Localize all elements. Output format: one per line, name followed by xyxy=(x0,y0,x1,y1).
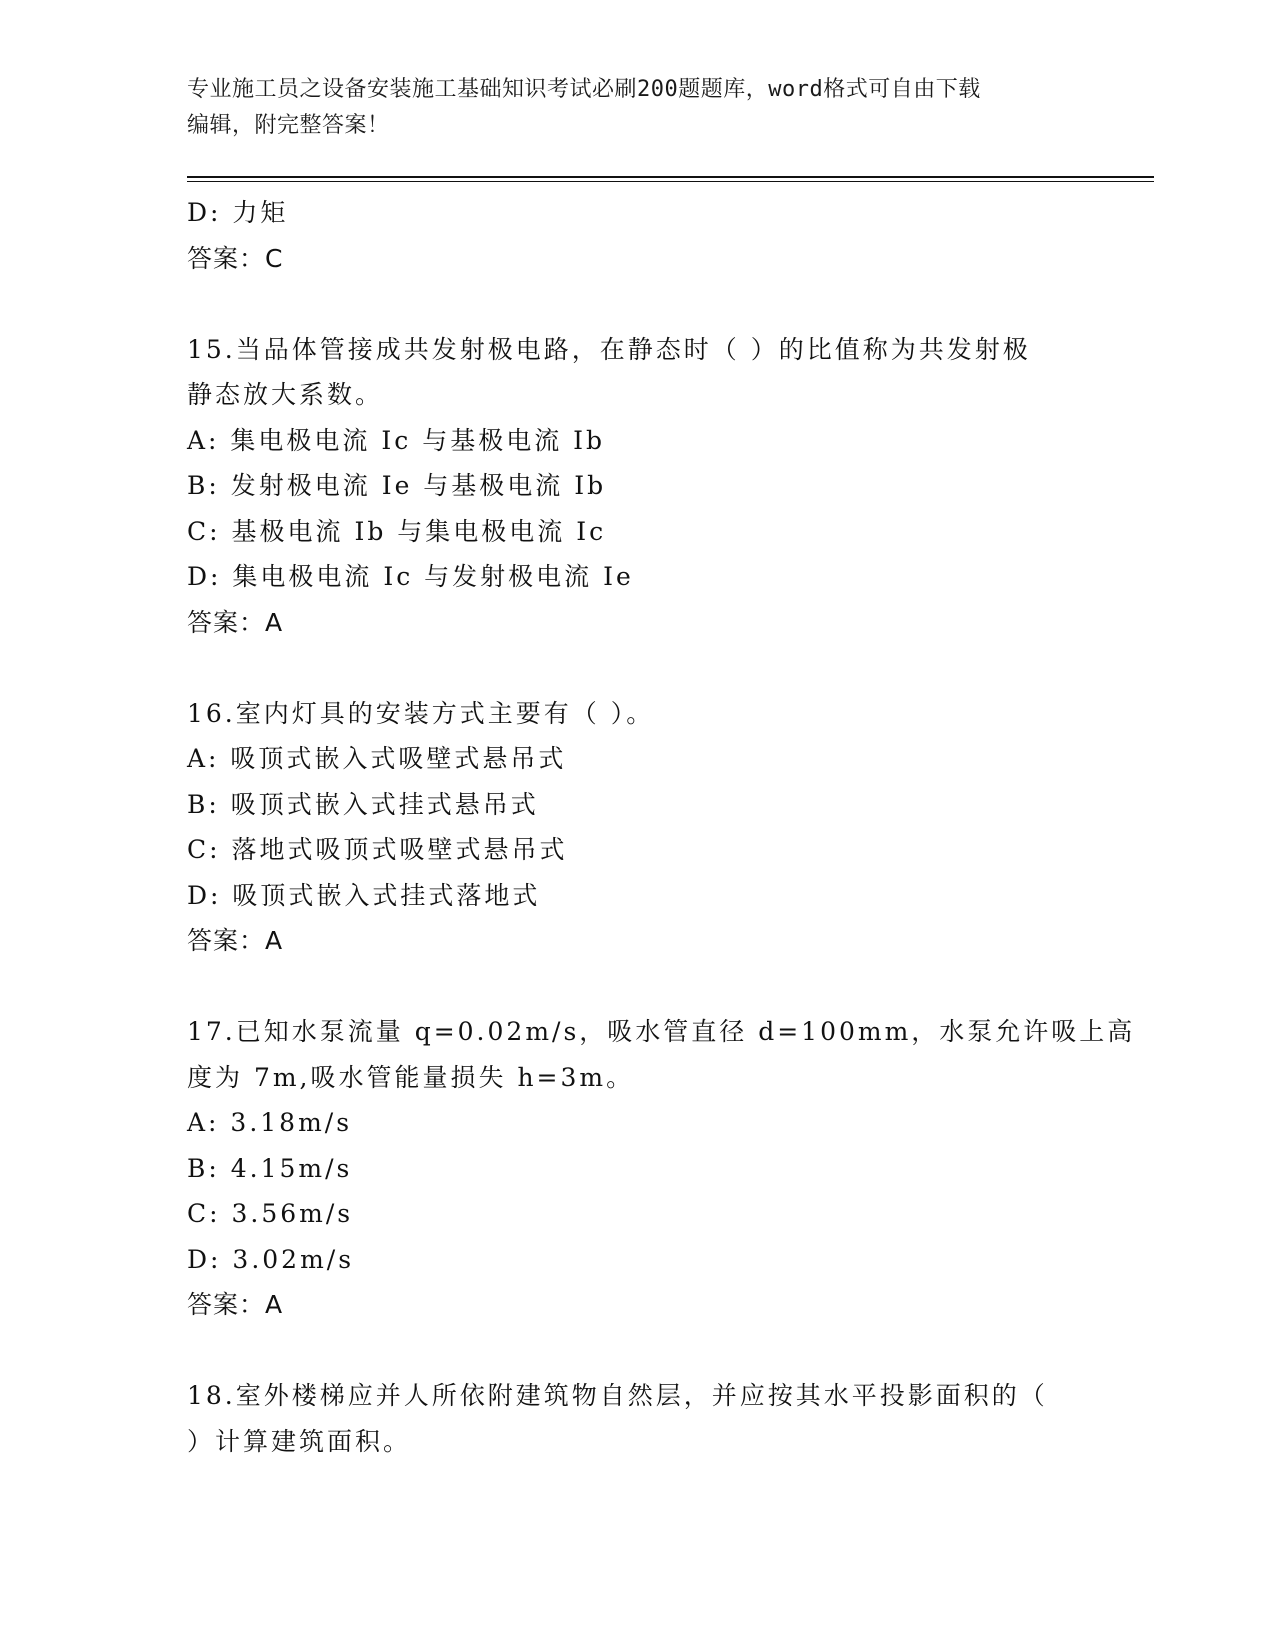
option-d: D: 集电极电流 Ic 与发射极电流 Ie xyxy=(187,562,634,591)
question-stem-line: 18.室外楼梯应并人所依附建筑物自然层，并应按其水平投影面积的（ xyxy=(187,1381,1048,1410)
question-stem-line: ）计算建筑面积。 xyxy=(187,1426,412,1456)
option-b: B: 4.15m/s xyxy=(187,1153,353,1183)
option-c: C: 落地式吸顶式吸壁式悬吊式 xyxy=(187,835,568,864)
question-list xyxy=(187,190,1136,1464)
question-stem-line: 16.室内灯具的安装方式主要有（ ）。 xyxy=(187,698,655,728)
page-header xyxy=(187,72,1067,144)
option-c: C: 3.56m/s xyxy=(187,1199,354,1228)
option-d: D: 3.02m/s xyxy=(187,1244,355,1274)
question-stem-line: 15.当品体管接成共发射极电路，在静态时（ ）的比值称为共发射极 xyxy=(187,334,1031,364)
option-a: A: 集电极电流 Ic 与基极电流 Ib xyxy=(187,425,606,455)
option-a: A: 3.18m/s xyxy=(187,1108,353,1137)
question-stem-line: 17.已知水泵流量 q=0.02m/s，吸水管直径 d=100mm，水泵允许吸上高 xyxy=(187,1017,1136,1046)
option-b: B: 发射极电流 Ie 与基极电流 Ib xyxy=(187,471,607,500)
question-18 xyxy=(187,1373,1067,1464)
header-rule-thin xyxy=(187,181,1154,182)
answer-line: 答案：A xyxy=(187,926,284,955)
question-15 xyxy=(187,327,1067,646)
prev-option-d: D: 力矩 xyxy=(187,198,289,227)
header-line-2: 编辑，附完整答案！ xyxy=(187,113,390,138)
option-c: C: 基极电流 Ib 与集电极电流 Ic xyxy=(187,516,607,546)
answer-line: 答案：A xyxy=(187,1290,284,1319)
option-b: B: 吸顶式嵌入式挂式悬吊式 xyxy=(187,789,539,819)
option-d: D: 吸顶式嵌入式挂式落地式 xyxy=(187,880,541,910)
question-stem-line: 度为 7m,吸水管能量损失 h=3m。 xyxy=(187,1062,635,1092)
header-rule-thick xyxy=(187,176,1154,178)
answer-line: 答案：A xyxy=(187,607,284,637)
header-line-1: 专业施工员之设备安装施工基础知识考试必刷200题题库，word格式可自由下载 xyxy=(187,77,981,102)
option-a: A: 吸顶式嵌入式吸壁式悬吊式 xyxy=(187,744,567,773)
question-stem-line: 静态放大系数。 xyxy=(187,380,384,409)
prev-answer: 答案：C xyxy=(187,243,284,273)
question-16 xyxy=(187,691,1067,964)
question-17 xyxy=(187,1009,1136,1328)
